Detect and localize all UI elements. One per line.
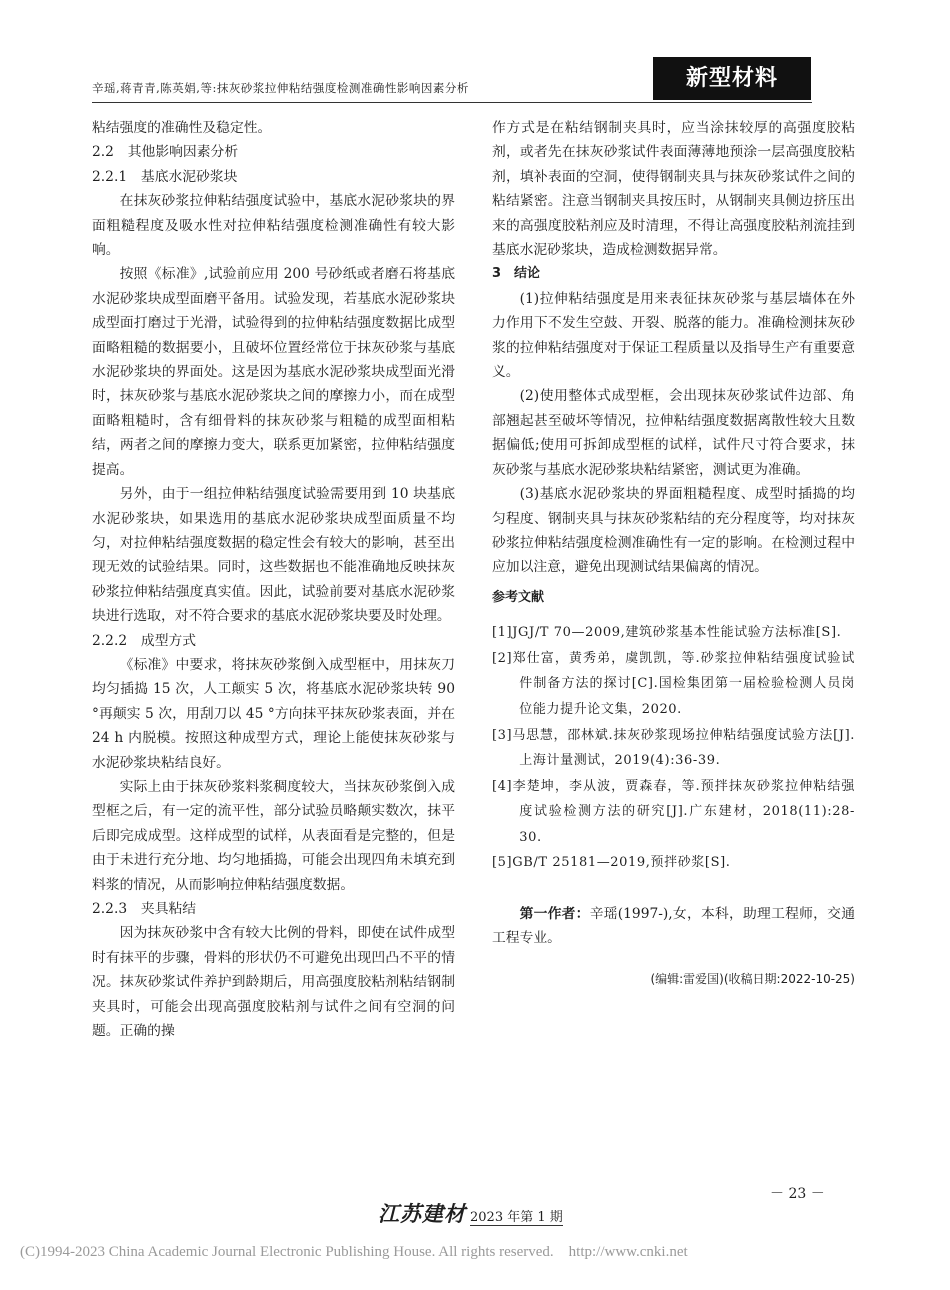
paragraph: 粘结强度的准确性及稳定性。 [92, 120, 272, 136]
paragraph: 因为抹灰砂浆中含有较大比例的骨料，即使在试件成型时有抹平的步骤，骨料的形状仍不可避免出现凹凸不平的情况。抹灰砂浆试件养护到龄期后，用高强度胶粘剂粘结钢制夹具时，可能会出现高强度胶粘剂与试件之间有空洞的问题。正确的操 [92, 925, 455, 1040]
reference-item: [1]JGJ/T 70—2009,建筑砂浆基本性能试验方法标准[S]. [492, 625, 842, 641]
section-heading-2-2-2: 2.2.2 成型方式 [92, 632, 197, 649]
conclusion-item: (1)拉伸粘结强度是用来表征抹灰砂浆与基层墙体在外力作用下不发生空鼓、开裂、脱落的能力。准确检测抹灰砂浆的拉伸粘结强度对于保证工程质量以及指导生产有重要意义。 [492, 290, 855, 381]
reference-item: [4]李楚坤，李从波，贾森春，等.预拌抹灰砂浆拉伸粘结强度试验检测方法的研究[J].广东建材，2018(11):28-30. [492, 778, 855, 845]
left-column [92, 116, 455, 1043]
references-list [492, 620, 855, 876]
journal-logo: 江苏建材 [378, 1201, 466, 1226]
author-note-text: 辛瑶(1997-),女，本科，助理工程师，交通工程专业。 [492, 906, 855, 947]
reference-item: [5]GB/T 25181—2019,预拌砂浆[S]. [492, 855, 731, 871]
paragraph: 在抹灰砂浆拉伸粘结强度试验中，基底水泥砂浆块的界面粗糙程度及吸水性对拉伸粘结强度检测准确性有较大影响。 [92, 193, 455, 259]
paragraph: 作方式是在粘结钢制夹具时，应当涂抹较厚的高强度胶粘剂，或者先在抹灰砂浆试件表面薄薄地预涂一层高强度胶粘剂，填补表面的空洞，使得钢制夹具与抹灰砂浆试件之间的粘结紧密。注意当钢制夹具按压时，从钢制夹具侧边挤压出来的高强度胶粘剂应及时清理，不得让高强度胶粘剂流挂到基底水泥砂浆块，造成检测数据异常。 [492, 120, 855, 259]
reference-item: [3]马思慧，邵林斌.抹灰砂浆现场拉伸粘结强度试验方法[J].上海计量测试，2019(4):36-39. [492, 727, 855, 769]
running-header-authors-title: 辛瑶,蒋青青,陈英娟,等:抹灰砂浆拉伸粘结强度检测准确性影响因素分析 [92, 81, 469, 95]
paragraph: 按照《标准》,试验前应用 200 号砂纸或者磨石将基底水泥砂浆块成型面磨平备用。试验发现，若基底水泥砂浆块成型面打磨过于光滑，试验得到的拉伸粘结强度数据比成型面略粗糙的数据要小，且破坏位置经常位于抹灰砂浆与基底水泥砂浆块的界面处。这是因为基底水泥砂浆块成型面光滑时，抹灰砂浆与基底水泥砂浆块之间的摩擦力小，而在成型面略粗糙时，含有细骨料的抹灰砂浆与粗糙的成型面相粘结，两者之间的摩擦力变大，联系更加紧密，拉伸粘结强度提高。 [92, 266, 455, 478]
paragraph: 实际上由于抹灰砂浆料浆稠度较大，当抹灰砂浆倒入成型框之后，有一定的流平性，部分试验员略颠实数次，抹平后即完成成型。这样成型的试样，从表面看是完整的，但是由于未进行充分地、均匀地插捣，可能会出现四角未填充到料浆的情况，从而影响拉伸粘结强度数据。 [92, 778, 455, 893]
section-heading-2-2: 2.2 其他影响因素分析 [92, 144, 239, 161]
header-divider [92, 102, 812, 103]
references-heading: 参考文献 [492, 589, 545, 605]
author-note [492, 902, 855, 951]
section-heading-2-2-1: 2.2.1 基底水泥砂浆块 [92, 168, 238, 185]
journal-section-badge: 新型材料 [653, 57, 811, 100]
conclusion-item: (2)使用整体式成型框，会出现抹灰砂浆试件边部、角部翘起甚至破坏等情况，拉伸粘结强度数据离散性较大且数据偏低;使用可拆卸成型框的试样，试件尺寸符合要求，抹灰砂浆与基底水泥砂浆块粘结紧密，测试更为准确。 [492, 388, 855, 478]
paragraph: 《标准》中要求，将抹灰砂浆倒入成型框中，用抹灰刀均匀插捣 15 次，人工颠实 5 次，将基底水泥砂浆块转 90 °再颠实 5 次，用刮刀以 45 °方向抹平抹灰砂浆表面，并在 24 h 内脱模。按照这种成型方式，理论上能使抹灰砂浆与水泥砂浆块粘结良好。 [92, 656, 455, 771]
right-column [492, 116, 855, 991]
footer-journal-brand [378, 1198, 563, 1228]
paragraph: 另外，由于一组拉伸粘结强度试验需要用到 10 块基底水泥砂浆块，如果选用的基底水泥砂浆块成型面质量不均匀，对拉伸粘结强度数据的稳定性会有较大的影响，甚至出现无效的试验结果。同时，这些数据也不能准确地反映抹灰砂浆拉伸粘结强度真实值。因此，试验前要对基底水泥砂浆块进行选取，对不符合要求的基底水泥砂浆块要及时处理。 [92, 486, 455, 625]
section-heading-3: 3 结论 [492, 266, 541, 282]
author-note-label: 第一作者： [519, 906, 590, 923]
editor-received-note: (编辑:雷爱国)(收稿日期:2022-10-25) [650, 971, 855, 986]
copyright-watermark: (C)1994-2023 China Academic Journal Electronic Publishing House. All rights reserved. http://www.cnki.net [20, 1244, 688, 1260]
page-number: － 23 － [770, 1186, 825, 1202]
section-heading-2-2-3: 2.2.3 夹具粘结 [92, 901, 197, 917]
conclusion-item: (3)基底水泥砂浆块的界面粗糙程度、成型时插捣的均匀程度、钢制夹具与抹灰砂浆粘结的充分程度等，均对抹灰砂浆拉伸粘结强度检测准确性有一定的影响。在检测过程中应加以注意，避免出现测试结果偏离的情况。 [492, 486, 855, 576]
journal-issue: 2023 年第 1 期 [470, 1206, 563, 1226]
reference-item: [2]郑仕富，黄秀弟，虞凯凯，等.砂浆拉伸粘结强度试验试件制备方法的探讨[C].国检集团第一届检验检测人员岗位能力提升论文集，2020. [492, 650, 855, 717]
